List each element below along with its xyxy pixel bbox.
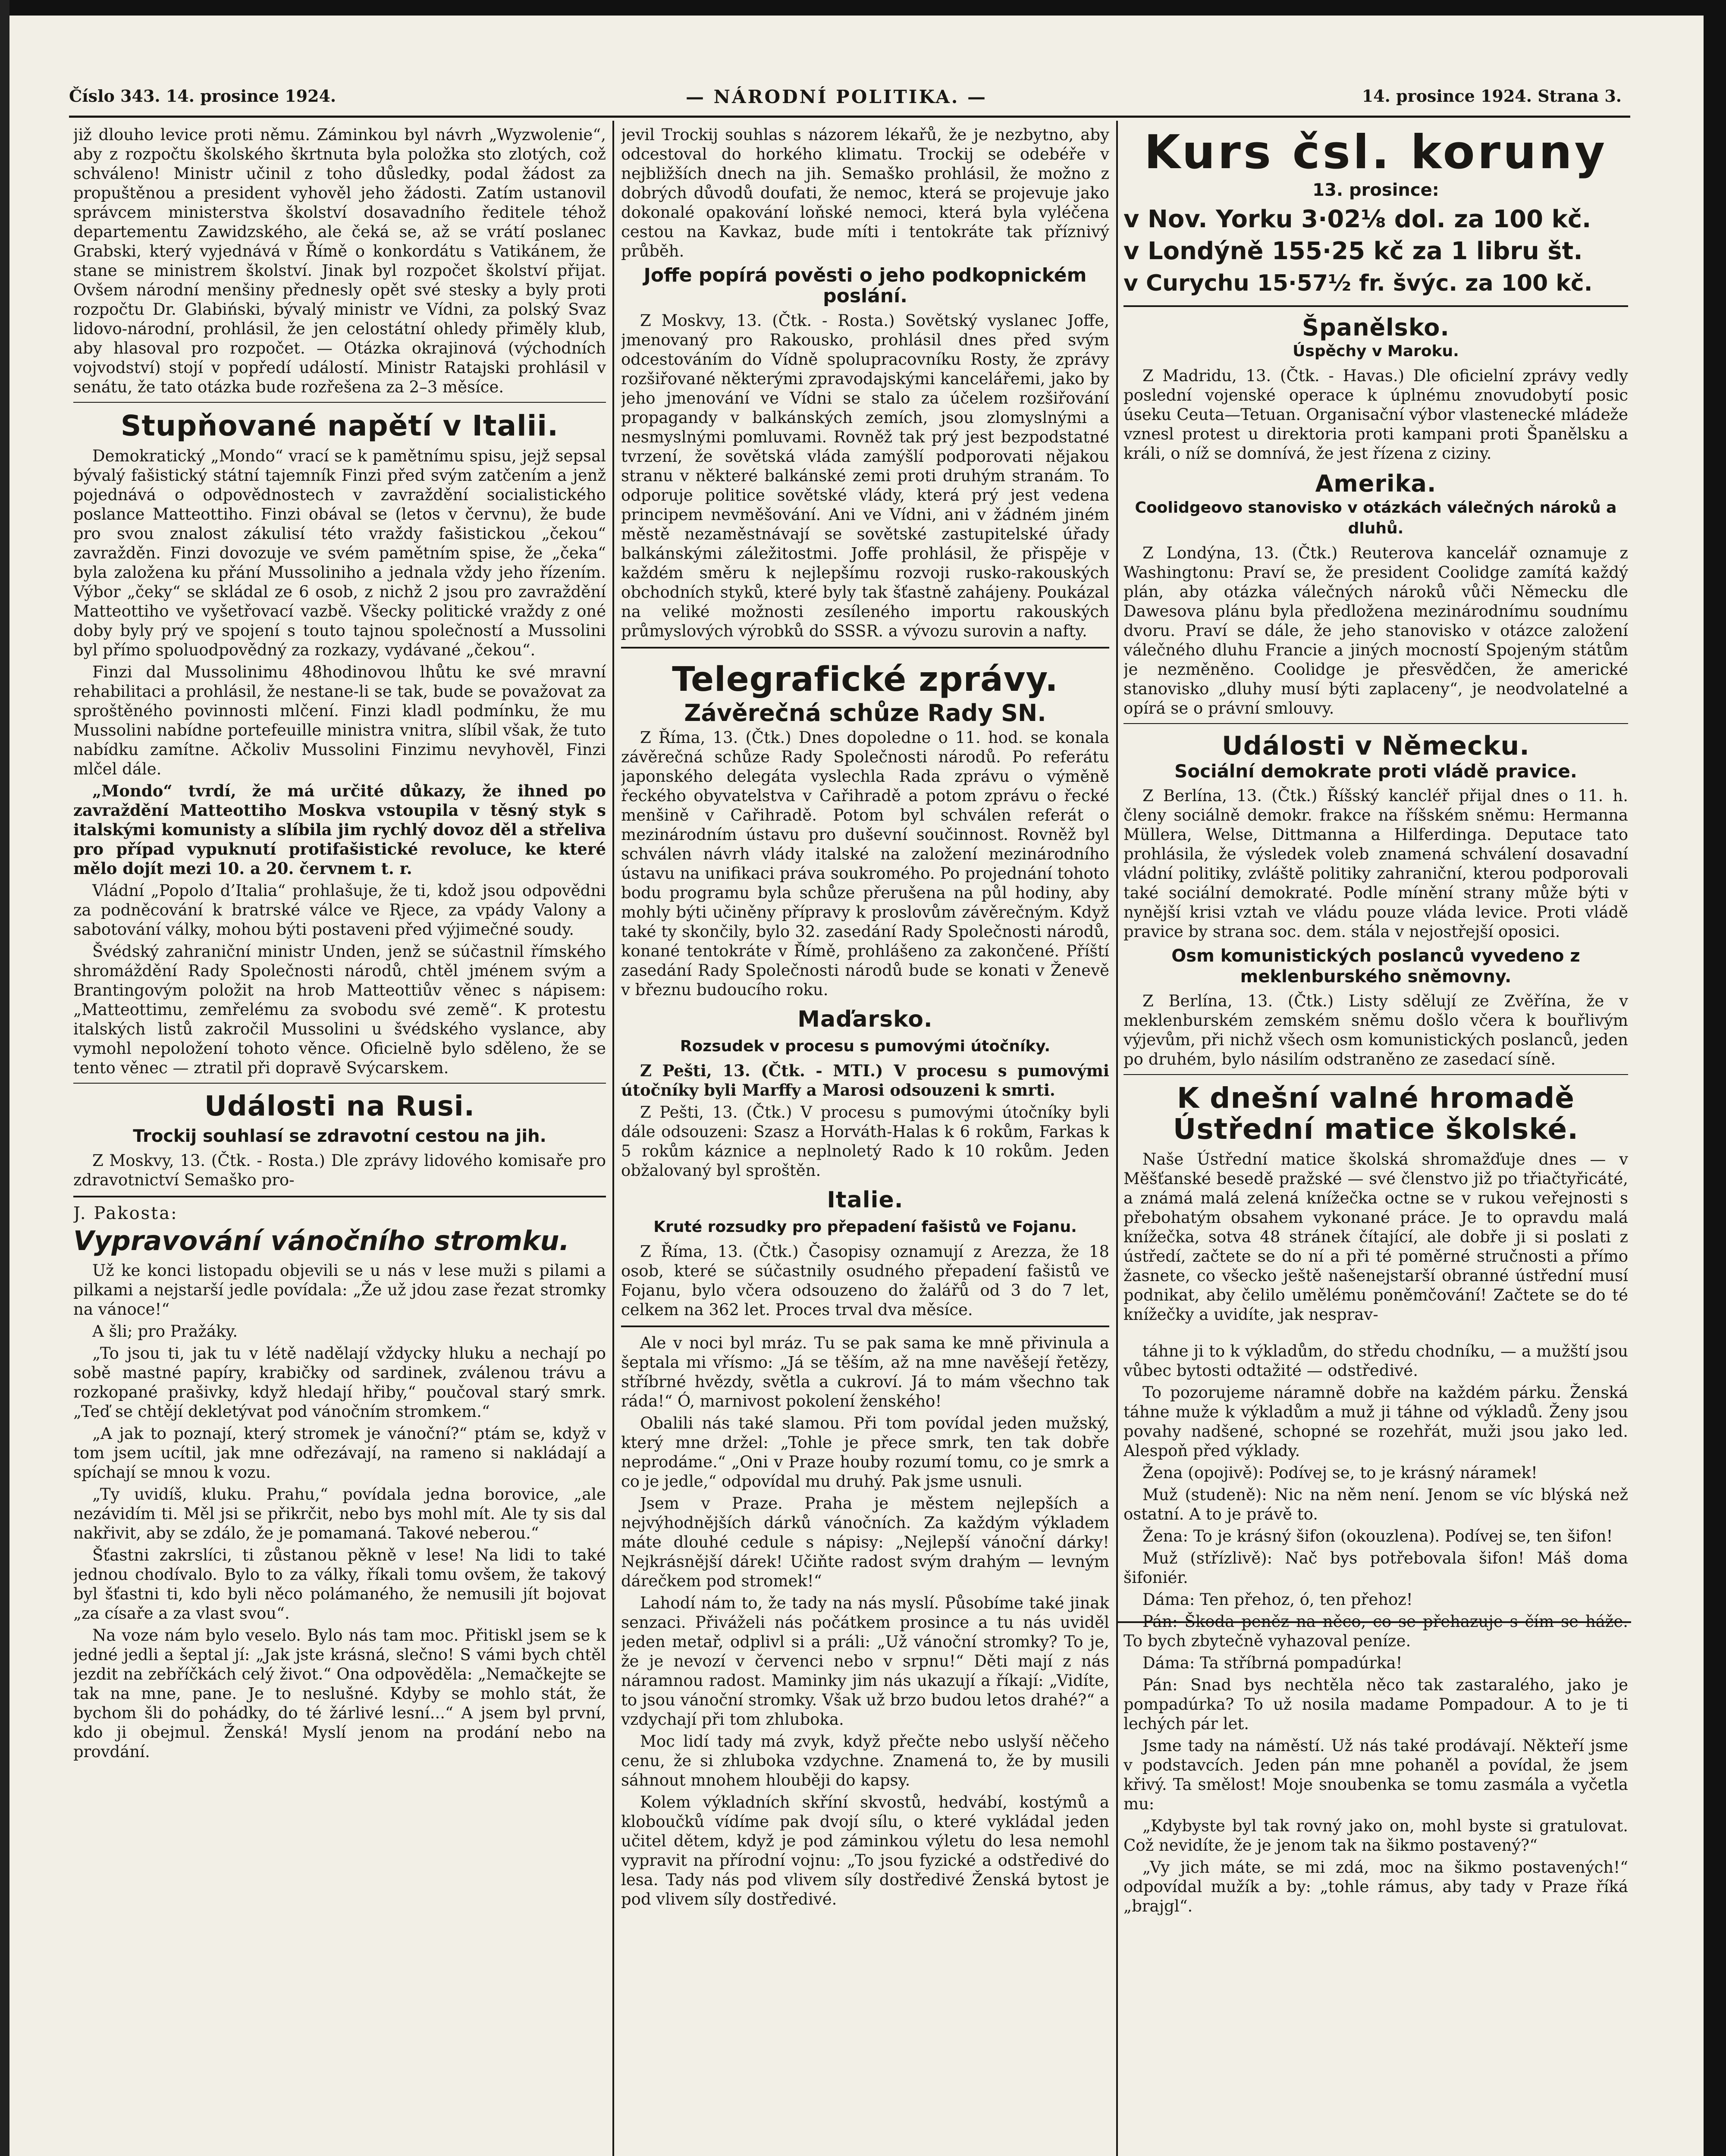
story-para: Jsme tady na náměstí. Už nás také prodávají. Někteří jsme v podstavcích. Jeden pán mne pohaněl a povídal, že jsem křivý. Ta smělost! Moje snoubenka se tomu zasmála a vyčetla mu: <box>1123 1736 1628 1813</box>
story-para: Žena (opojivě): Podívej se, to je krásný náramek! <box>1142 1463 1538 1482</box>
italy-para-1: Demokratický „Mondo“ vrací se k pamětnímu spisu, jejž sepsal bývalý fašistický státní tajemník Finzi před svým zatčením a jenž pojednává o odpovědnostech v zavraždění socialistického poslance Matteottiho. Finzi obával se (letos v červnu), že bude pro svou znalost zákulisí této vraždy fašistickou „čekou“ zavražděn. Finzi dovozuje ve svém pamětním spise, že „čeka“ byla založena ku přání Mussoliniho a jednala vždy jeho řízením. Výbor „čeky“ se skládal ze 6 osob, z nichž 2 jsou pro zavraždění Matteottiho ve vyšetřovací vazbě. Všecky politické vraždy z oné doby byly prý ve spojení s touto tajnou společností a Mussolini byl přímo spoluodpovědný za rozkazy, vydávané „čekou“. <box>73 446 606 659</box>
headline-italy-tension: Stupňované napětí v Italii. <box>120 409 559 442</box>
column-rule-1 <box>612 121 614 2156</box>
subhead-germany: Sociální demokrate proti vládě pravice. <box>1174 760 1577 782</box>
subhead-hungary: Rozsudek v procesu s pumovými útočníky. <box>680 1037 1051 1055</box>
subhead-america: Coolidgeovo stanovisko v otázkách válečných nároků a dluhů. <box>1135 498 1617 537</box>
story-para: Pán: Škoda peněz na něco, co se přehazuje s čím se háže. To bych zbytečně vyhazoval peníze. <box>1123 1612 1628 1650</box>
story-para: „Ty uvidíš, kluku. Prahu,“ povídala jedna borovice, „ale nezávidím ti. Měl jsi se přikrčit, nebo bys mohl mít. Ale ty sis dal nakřivit, aby se zdálo, že je pomamaná. Takové neberou.“ <box>73 1485 606 1542</box>
exchange-rate-date: 13. prosince: <box>1312 180 1439 200</box>
story-para: A šli; pro Pražáky. <box>92 1322 238 1341</box>
story-para: Muž (studeně): Nic na něm není. Jenom se víc blýská než ostatní. A to je právě to. <box>1123 1485 1628 1523</box>
headline-russia: Události na Rusi. <box>204 1090 475 1122</box>
story-para: Lahodí nám to, že tady na nás myslí. Působíme také jinak senzaci. Přiváželi nás počátkem prosince a tu nás uviděl jeden metař, odplivl si a práli: „Už vánoční stromky? To je, že je nevozí v červenci nebo v srpnu!“ Děti mají z nás náramnou radost. Maminky jim nás ukazují a říkají: „Vidíte, to jsou vánoční stromky. Však už brzo budou letos drahé?“ a vzdychají při tom zhluboka. <box>621 1594 1109 1729</box>
italy-para-3: „Mondo“ tvrdí, že má určité důkazy, že ihned po zavraždění Matteottiho Moskva vstoupila v těsný styk s italskými komunisty a slíbila jim rychlý dovoz děl a střeliva pro případ vypuknutí protifašistické revoluce, ke které mělo dojít mezi 10. a 20. červnem t. r. <box>73 781 606 878</box>
scan-border-top <box>0 0 1726 16</box>
italie-para: Z Říma, 13. (Čtk.) Časopisy oznamují z Arezza, že 18 osob, které se súčastnily osudného přepadení fašistů ve Fojanu, bylo včera odsouzeno do žalářů od 3 do 7 let, celkem na 362 let. Proces trval dva měsíce. <box>621 1242 1109 1319</box>
headline-hungary: Maďarsko. <box>797 1006 933 1032</box>
story-para: „Vy jich máte, se mi zdá, moc na šikmo postavených!“ odpovídal mužík a by: „tohle rámus, aby tady v Praze říká „brajgl“. <box>1123 1858 1628 1915</box>
story-para: Dáma: Ten přehoz, ó, ten přehoz! <box>1142 1590 1413 1609</box>
germany-para: Z Berlína, 13. (Čtk.) Říšský kancléř přijal dnes o 11. h. členy sociálně demokr. frakce na říšském sněmu: Hermanna Müllera, Welse, Dittmanna a Hilferdinga. Deputace tato prohlásila, že výsledek voleb znamená schválení dosavadní vládní politiky, zvláště politiky zahraniční, kterou podporovali také sociální demokraté. Podle mínění strany může býti v nynější krisi vztah ve vládu pouze vláda levice. Proti vládě pravice by strana soc. dem. stála v nejostřejší oposici. <box>1123 786 1628 941</box>
feuilleton-author: J. Pakosta: <box>73 1203 178 1223</box>
story-para: Už ke konci listopadu objevili se u nás v lese muži s pilami a pilkami a nejstarší jedle povídala: „Že už jdou zase řezat stromky na vánoce!“ <box>73 1261 606 1319</box>
italy-para-5: Švédský zahraniční ministr Unden, jenž se súčastnil římského shromáždění Rady Společnosti národů, chtěl jménem svým a Brantingovým položit na hrob Matteottiův věnec s nápisem: „Matteottimu, zemřelému za svobodu své země“. K protestu italských listů zakročil Mussolini u švédského vyslance, aby vymohl nepoložení tohoto věnce. Oficielně bylo sděleno, že se tento věnec — ztratil při dopravě Svýcarskem. <box>73 942 606 1077</box>
subhead-spain: Úspěchy v Maroku. <box>1293 342 1459 360</box>
headline-matice: K dnešní valné hromadě Ústřední matice školské. <box>1173 1081 1579 1146</box>
hungary-para-1: Z Pešti, 13. (Čtk. - MTI.) V procesu s pumovými útočníky byli Marffy a Marosi odsouzeni k smrti. <box>621 1061 1109 1100</box>
headline-telegraphic: Telegrafické zprávy. <box>672 660 1058 699</box>
story-para: To pozorujeme náramně dobře na každém párku. Ženská táhne muže k výkladům a muž ji táhne od výkladů. Ženy jsou povahy nadšené, schopné se rozehřát, muži jsou jako led. Alespoň před výklady. <box>1123 1383 1628 1460</box>
headline-germany: Události v Německu. <box>1222 730 1530 761</box>
story-para: Šťastni zakrslíci, ti zůstanou pěkně v lese! Na lidi to také jednou chodívalo. Bylo to za války, říkali tomu ovšem, že takový byl šťastni ti, kdo byli něco polámaného, že nemusili jít bojovat „za císaře a za vlast svou“. <box>73 1545 606 1623</box>
headline-joffe: Joffe popírá pověsti o jeho podkopnickém poslání. <box>643 264 1087 307</box>
spain-para: Z Madridu, 13. (Čtk. - Havas.) Dle oficielní zprávy vedly poslední vojenské operace k úplnému znovudobytí posic úseku Ceuta—Tetuan. Organisační výbor vlastenecké mládeže vznesl protest u direktoria proti kampani proti Španělsku a králi, o níž se domnívá, že jest řízena z ciziny. <box>1123 367 1628 463</box>
headline-spain: Španělsko. <box>1302 314 1450 341</box>
column-2 <box>621 125 1109 2156</box>
story-para: Jsem v Praze. Praha je městem nejlepších a nejvýhodnějších dárků vánočních. Za každým výkladem máte dlouhé cedule s nápisy: „Nejlepší vánoční dárky! Nejkrásnější dárek! Učiňte radost svým drahým — levným dárečkem pod stromek!“ <box>621 1494 1109 1591</box>
header-date-page: 14. prosince 1924. Strana 3. <box>1362 86 1622 106</box>
italy-para-4: Vládní „Popolo d’Italia“ prohlašuje, že ti, kdož jsou odpovědni za podněcování k bratrské válce ve Rjece, za vpády Valony a sabotování války, mohou býti postaveni před výjimečné soudy. <box>73 881 606 939</box>
story-para: „To jsou ti, jak tu v létě nadělají vždycky hluku a nechají po sobě mastné papíry, krabičky od sardinek, zválenou trávu a rozkopané prašivky, když hledají hřiby,“ poučoval starý smrk. „Teď se chtějí dekletývat pod vánočním stromkem.“ <box>73 1344 606 1421</box>
story-para: „Kdybyste byl tak rovný jako on, mohl byste si gratulovat. Což nevidíte, že je jenom tak na šikmo postavený?“ <box>1123 1816 1628 1855</box>
subhead-trockij: Trockij souhlasí se zdravotní cestou na jih. <box>133 1126 546 1146</box>
divider <box>1123 1074 1628 1075</box>
story-para: Dáma: Ta stříbrná pompadúrka! <box>1142 1653 1403 1672</box>
story-para: Na voze nám bylo veselo. Bylo nás tam moc. Přitiskl jsem se k jedné jedli a šeptal jí: „Jak jste krásná, slečno! S vámi bych chtěl jezdit na zebříčkách celý život.“ Ona odpověděla: „Nemačkejte se tak na mne, pane. Je to neslušné. Kdyby se mohlo stát, že bychom šli do pohádky, do té žárlivé lesní...“ A jsem byl první, kdo ji obejmul. Ženská! Myslí jenom na prodání nebo na provdání. <box>73 1626 606 1761</box>
feuilleton-rule <box>621 1326 1109 1327</box>
divider <box>1123 305 1628 307</box>
council-para: Z Říma, 13. (Čtk.) Dnes dopoledne o 11. hod. se konala závěrečná schůze Rady Společnosti národů. Po referátu japonského delegáta vyslechla Rada zprávu o výměně řeckého obyvatelstva v Cařihradě a potom zprávu o řecké menšině v Cařihradě. Potom byl schválen referát o mezinárodním ústavu pro duševní součinnost. Rovněž byl schválen návrh vlády italské na založení mezinárodního ústavu na unifikaci práva soukromého. Po projednání tohoto bodu programu byla schůze přerušena na půl hodiny, aby mohly býti učiněny přípravy k proslovům závěrečným. Když také ty skončily, bylo 32. zasedání Rady Společnosti národů, konané tentokráte v Římě, prohlášeno za zakončené. Příští zasedání Rady Společnosti národů bude se konati v Ženevě v březnu budoucího roku. <box>621 728 1109 999</box>
joffe-para: Z Moskvy, 13. (Čtk. - Rosta.) Sovětský vyslanec Joffe, jmenovaný pro Rakousko, prohlásil dnes před svým odcestováním do Vídně spolupracovníku Rosty, že zprávy rozšiřované některými zpravodajskými kancelářemi, jako by jeho jmenování ve Vídni se stalo za účelem rozšiřování propagandy v balkánských zemích, jsou zlomyslnými a nesmyslnými pomluvami. Rovněž tak prý jest bezpodstatné tvrzení, že sovětská vláda zamýšlí podporovati nějakou stranu v některé balkánské zemi proti druhým stranám. To odporuje politice sovětské vlády, která prý jest vedena principem nevměšování. Ani ve Vídni, ani v žádném jiném městě nezaměstnávají se sovětské zastupitelské úřady balkánskými záležitostmi. Joffe prohlásil, že přispěje v každém směru k nejlepšímu rozvoji rusko-rakouských obchodních styků, které byly tak šťastně zahájeny. Poukázal na veliké možnosti zesíleného importu rakouských průmyslových výrobků do SSSR. a vývozu surovin a nafty. <box>621 311 1109 640</box>
column-1 <box>73 125 606 2156</box>
story-para: „A jak to poznají, který stromek je vánoční?“ ptám se, když v tom jsem ucítil, jak mne odřezávají, na rameno si nakládají a spíchají se mnou k vozu. <box>73 1424 606 1482</box>
feuilleton-title: Vypravování vánočního stromku. <box>73 1225 570 1257</box>
trockij-continuation: jevil Trockij souhlas s názorem lékařů, že je nezbytno, aby odcestoval do horkého klimatu. Trockij se odebéře v nejbližších dnech na jih. Semaško prohlásil, že možno z dobrých důvodů doufati, že nemoc, která se projevuje jako dokonalé opakování loňské nemoci, která byla vyléčena cestou na Kavkaz, bude míti i tentokráte tak příznivý průběh. <box>621 125 1109 260</box>
story-para: Pán: Snad bys nechtěla něco tak zastaralého, jako je pompadúrka? To už nosila madame Pompadour. A to je ti lechých pár let. <box>1123 1675 1628 1733</box>
header-rule <box>69 116 1630 118</box>
subhead-italie: Kruté rozsudky pro přepadení fašistů ve Fojanu. <box>653 1218 1077 1236</box>
header-issue: Číslo 343. 14. prosince 1924. <box>69 86 336 106</box>
subhead-germany-2: Osm komunistických poslanců vyvedeno z meklenburského sněmovny. <box>1171 946 1580 987</box>
headline-council-session: Závěrečná schůze Rady SN. <box>684 699 1046 727</box>
story-para: Kolem výkladních skříní skvostů, hedvábí, kostýmů a kloboučků vídíme pak dvojí sílu, o které vykládal jeden učitel dětem, když je pod záminkou výletu do lesa nemohl vypravit na přírodní vojnu: „To jsou fyzické a odstředivé do lesa. Tady nás pod vlivem síly dostředivé Ženská bytost je pod vlivem síly dostředivé. <box>621 1793 1109 1909</box>
story-para: Muž (střízlivě): Nač bys potřebovala šifon! Máš doma šifoniér. <box>1123 1548 1628 1587</box>
story-para: táhne ji to k výkladům, do středu chodníku, — a mužští jsou vůbec bytosti odtažité — odstředivé. <box>1123 1341 1628 1380</box>
matice-para: Naše Ústřední matice školská shromažďuje dnes — v Měšťanské besedě pražské — své členstvo již po třiačtyřicáté, a známá malá zelená knížečka octne se v rukou veřejnosti s přebohatým obsahem vykonané práce. Je to opravdu malá knížečka, sotva 48 stránek čítající, ale dobře ji si poslati z ústředí, začtete se do ní a při té poměrné stručnosti a přímo žasnete, co všecko ještě našenejstarší obranné ústřední musí podnikat, aby čelilo umělému poněmčování! Začtete se do té knížečky a uvidíte, jak nesprav- <box>1123 1150 1628 1324</box>
header-title: — NÁRODNÍ POLITIKA. — <box>686 86 988 107</box>
headline-america: Amerika. <box>1315 470 1437 498</box>
germany-para-2: Z Berlína, 13. (Čtk.) Listy sdělují ze Zvěřína, že v meklenburském zemském sněmu došlo včera k bouřlivým výjevům, při nichž všech osm komunistických poslanců, jeden po druhém, bylo násilím odstraněno ze zasedací síně. <box>1123 991 1628 1069</box>
rate-london: v Londýně 155·25 kč za 1 libru št. <box>1123 237 1583 265</box>
divider <box>621 647 1109 649</box>
italy-para-2: Finzi dal Mussolinimu 48hodinovou lhůtu ke své mravní rehabilitaci a prohlásil, že nestane-li se tak, bude se považovat za sproštěného povinnosti mlčení. Finzi kladl podmínku, že mu Mussolini nabídne portefeuille ministra vnitra, slíbil však, že tuto nabídku zamítne. Ačkoliv Mussolini Finzimu nevyhověl, Finzi mlčel dále. <box>73 662 606 778</box>
scan-border-right <box>1704 0 1726 2156</box>
feuilleton-rule <box>73 1196 606 1197</box>
divider <box>1123 723 1628 724</box>
hungary-para-2: Z Pešti, 13. (Čtk.) V procesu s pumovými útočníky byli dále odsouzeni: Szasz a Horváth-Halas k 6 rokům, Farkas k 5 rokům káznice a neplnoletý Rado k 10 rokům. Jeden obžalovaný byl sproštěn. <box>621 1103 1109 1180</box>
america-para: Z Londýna, 13. (Čtk.) Reuterova kancelář oznamuje z Washingtonu: Praví se, že president Coolidge zamítá každý plán, aby otázka válečných nároků vůči Německu dle Dawesova plánu byla předložena mezinárodnímu soudnímu dvoru. Praví se dále, že jeho stanovisko v otázce založení válečného dluhu Francie a jiných mocností Spojeným státům je nezměněno. Coolidge je přesvědčen, že americké stanovisko „dluhy musí býti zaplaceny“, je neodvolatelné a opírá se o právní smlouvy. <box>1123 543 1628 718</box>
story-para: Obalili nás také slamou. Při tom povídal jeden mužský, který mne držel: „Tohle je přece smrk, ten tak dobře neprodáme.“ „Oni v Praze houby rozumí tomu, co je smrk a co je jedle,“ odpovídal mu druhý. Pak jsme usnuli. <box>621 1414 1109 1491</box>
story-para: Ale v noci byl mráz. Tu se pak sama ke mně přivinula a šeptala mi vřísmo: „Já se těším, až na mne navěšejí řetězy, stříbrné hvězdy, světla a cukroví. Já to mám všechno tak ráda!“ Ó, marnivost pokolení ženského! <box>621 1334 1109 1411</box>
rate-zurich: v Curychu 15·57½ fr. švýc. za 100 kč. <box>1123 270 1593 296</box>
column-3 <box>1123 125 1628 2156</box>
headline-italie: Italie. <box>827 1187 904 1213</box>
story-para: Moc lidí tady má zvyk, když přečte nebo uslyší něčeho cenu, že si zhluboka vzdychne. Znamená to, že by musili sáhnout mnohem hlouběji do kapsy. <box>621 1732 1109 1790</box>
russia-para: Z Moskvy, 13. (Čtk. - Rosta.) Dle zprávy lidového komisaře pro zdravotnictví Semaško pro- <box>73 1151 606 1189</box>
column-rule-2 <box>1116 121 1118 2156</box>
divider <box>73 1083 606 1084</box>
scan-border-left <box>0 0 9 2156</box>
rate-new-york: v Nov. Yorku 3·02⅛ dol. za 100 kč. <box>1123 205 1591 233</box>
story-para: Žena: To je krásný šifon (okouzlena). Podívej se, ten šifon! <box>1142 1526 1613 1545</box>
exchange-rate-title: Kurs čsl. koruny <box>1144 125 1608 179</box>
poland-continuation: již dlouho levice proti němu. Záminkou byl návrh „Wyzwolenie“, aby z rozpočtu školského škrtnuta byla položka sto zlotých, což schváleno! Ministr učinil z toho důsledky, podal žádost za propuštěnou a president vyhověl jeho žádosti. Zatím ustanovil správcem ministerstva školství dosavadního ředitele téhož departementu Zawidzského, ale čeká se, až se vrátí poslanec Grabski, který vyjednává v Římě o konkordátu s Vatikánem, že stane se ministrem školství. Jinak byl rozpočet školství přijat. Ovšem národní menšiny přednesly opět své stesky a byly proti rozpočtu Dr. Glabiński, bývalý ministr ve Vídni, za polský Svaz lidovo-národní, prohlásil, že jen celostátní ohledy přiměly klub, aby hlasoval pro rozpočet. — Otázka okrajinová (východních vojvodství) stojí v popředí událostí. Ministr Ratajski prohlásil v senátu, že tato otázka bude rozřešena za 2–3 měsíce. <box>73 125 606 396</box>
divider <box>73 402 606 403</box>
